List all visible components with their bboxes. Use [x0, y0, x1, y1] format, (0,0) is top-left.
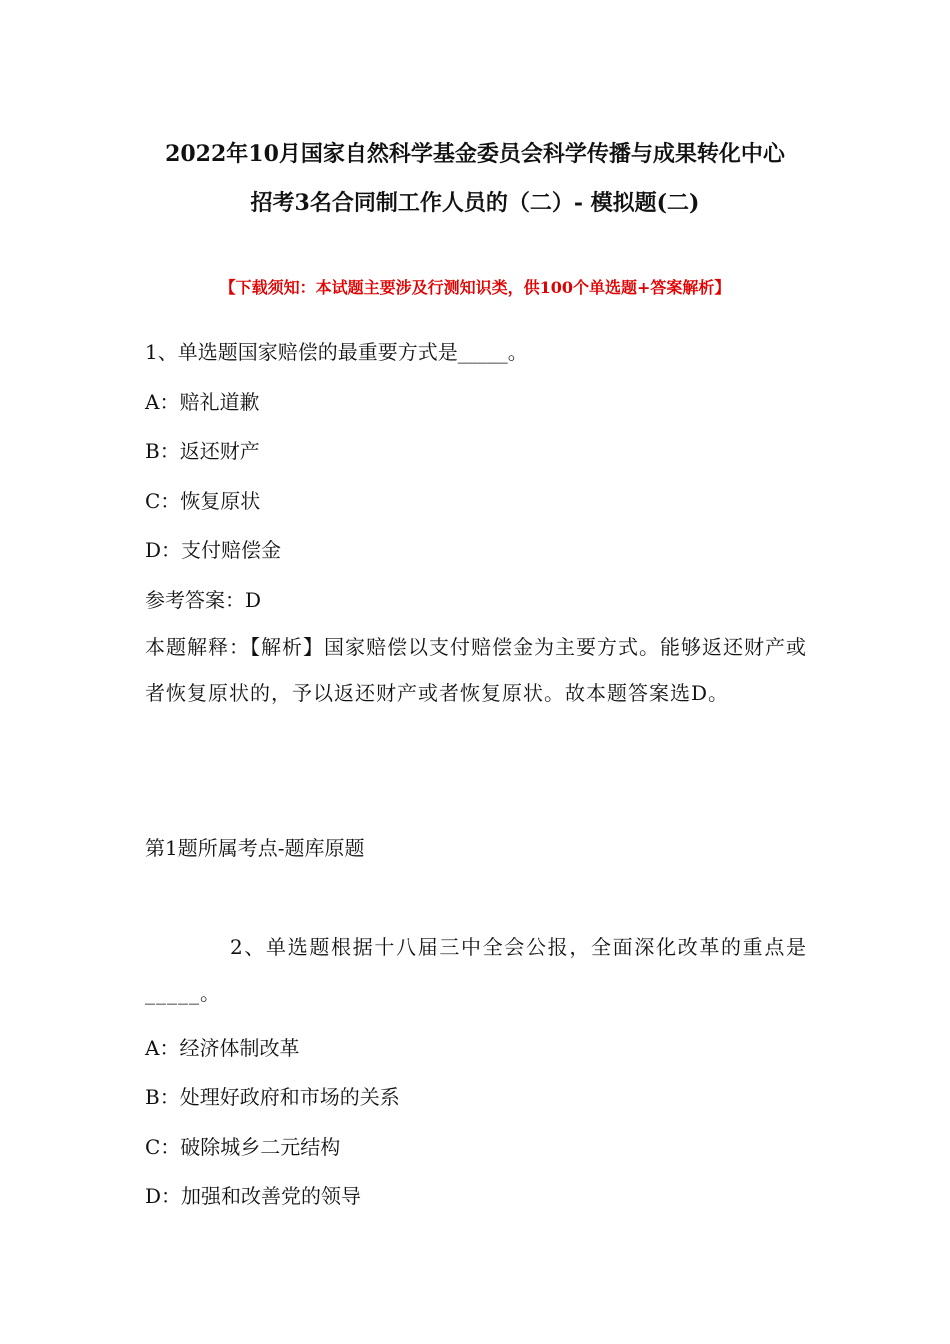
question-1-option-d: D：支付赔偿金: [145, 538, 282, 562]
question-1-explanation: 本题解释：【解析】国家赔偿以支付赔偿金为主要方式。能够返还财产或者恢复原状的，予以返还财产或者恢复原状。故本题答案选D。: [145, 635, 807, 705]
download-notice: 【下载须知：本试题主要涉及行测知识类，供100个单选题+答案解析】: [219, 278, 731, 297]
question-2-option-a: A：经济体制改革: [145, 1036, 300, 1060]
document-title-line-2: 招考3名合同制工作人员的（二）- 模拟题(二): [250, 190, 700, 216]
question-2-stem: 2、单选题根据十八届三中全会公报，全面深化改革的重点是_____。: [145, 935, 807, 1005]
question-2-option-d: D：加强和改善党的领导: [145, 1184, 362, 1208]
question-2-option-c: C：破除城乡二元结构: [145, 1135, 341, 1159]
question-1-option-a: A：赔礼道歉: [145, 390, 260, 414]
question-1-category: 第1题所属考点-题库原题: [145, 836, 365, 860]
question-1-option-c: C：恢复原状: [145, 489, 261, 513]
question-2-option-b: B：处理好政府和市场的关系: [145, 1085, 400, 1109]
question-1-answer: 参考答案：D: [145, 588, 262, 612]
question-1-option-b: B：返还财产: [145, 439, 260, 463]
document-title-line-1: 2022年10月国家自然科学基金委员会科学传播与成果转化中心: [165, 141, 785, 167]
question-1-stem: 1、单选题国家赔偿的最重要方式是_____。: [145, 340, 528, 364]
